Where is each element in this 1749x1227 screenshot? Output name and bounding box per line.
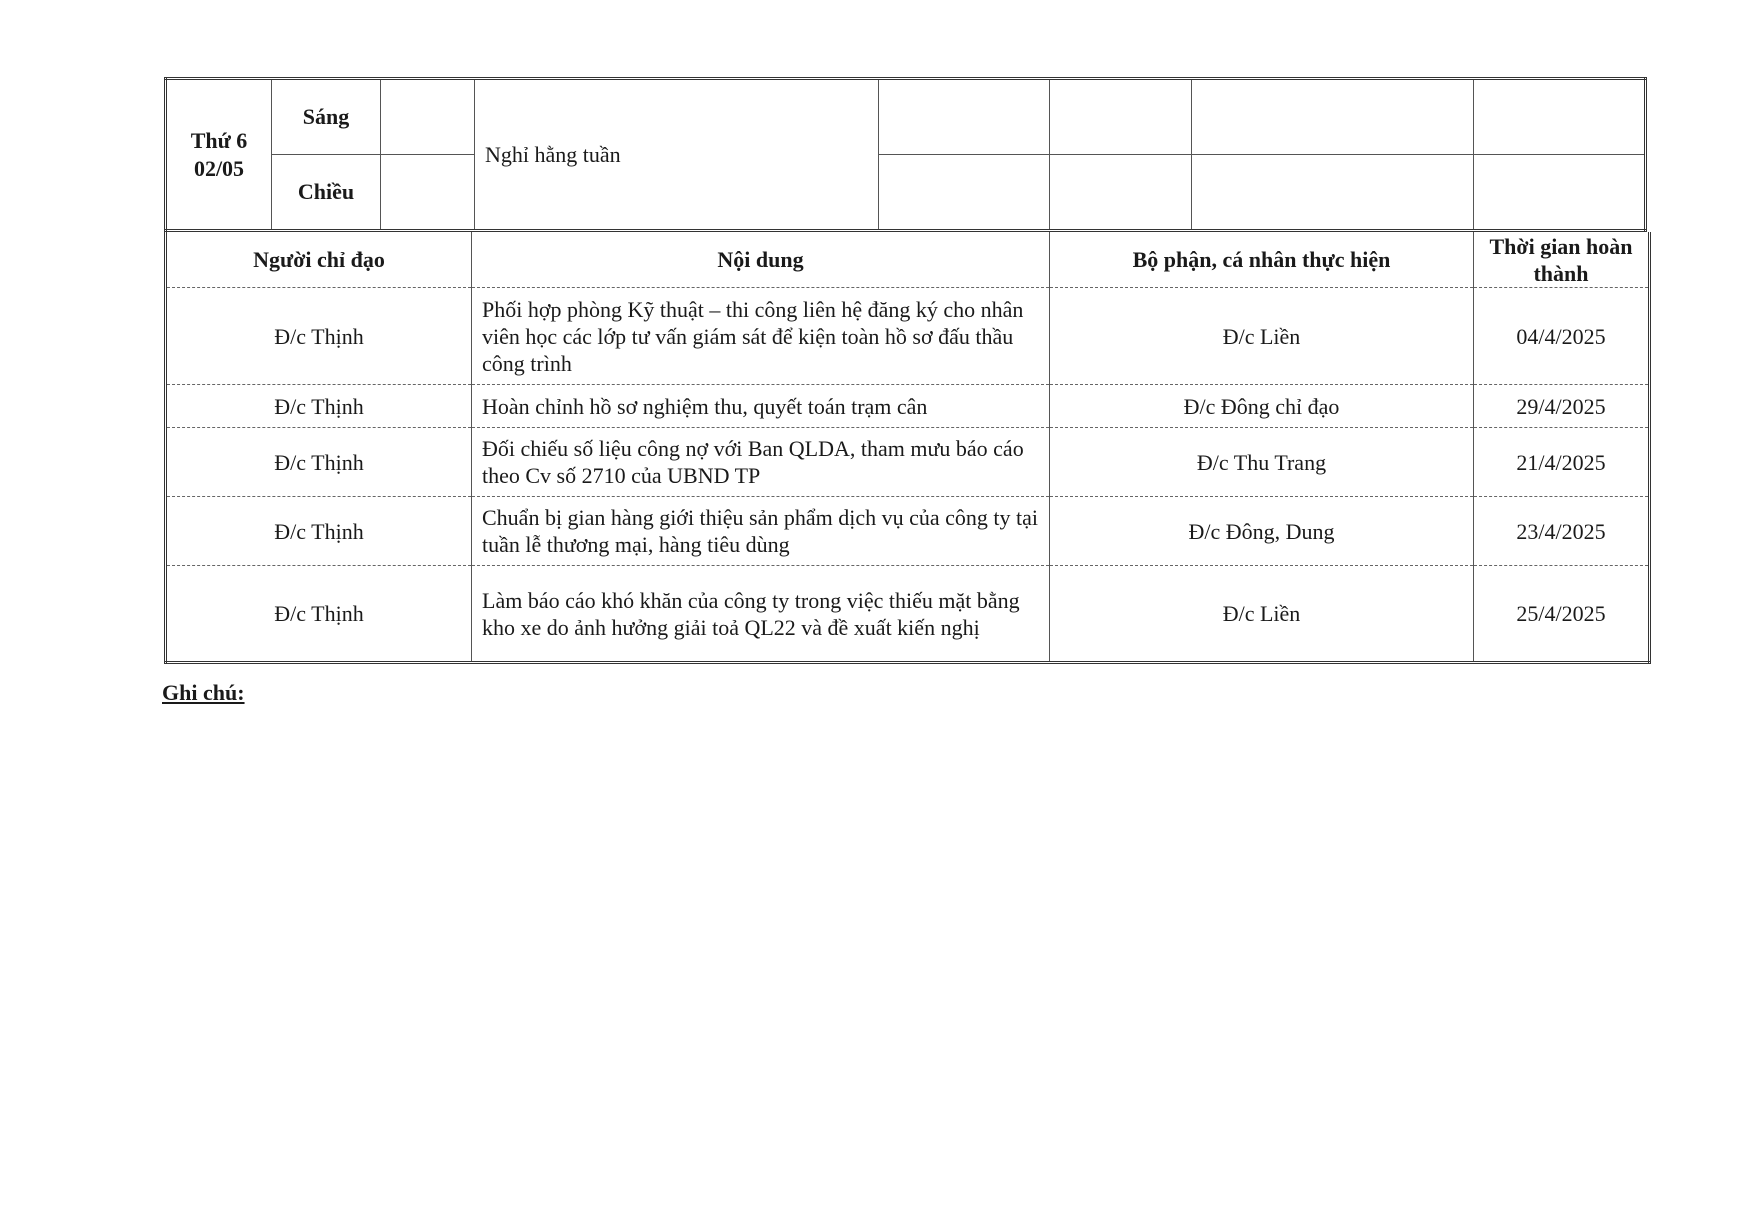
schedule-content: Nghỉ hằng tuần bbox=[475, 79, 879, 231]
deadline-cell: 04/4/2025 bbox=[1474, 288, 1650, 385]
schedule-row-afternoon bbox=[166, 155, 1646, 231]
content-cell: Phối hợp phòng Kỹ thuật – thi công liên hệ đăng ký cho nhân viên học các lớp tư vấn giám sát để kiện toàn hồ sơ đấu thầu công trình bbox=[472, 288, 1050, 385]
note-label: Ghi chú: bbox=[162, 680, 245, 705]
session-morning: Sáng bbox=[272, 79, 381, 155]
empty-cell bbox=[1474, 155, 1646, 231]
empty-cell bbox=[1050, 155, 1192, 231]
director-cell: Đ/c Thịnh bbox=[166, 288, 472, 385]
director-cell: Đ/c Thịnh bbox=[166, 385, 472, 428]
deadline-cell: 25/4/2025 bbox=[1474, 566, 1650, 663]
executor-cell: Đ/c Liền bbox=[1050, 288, 1474, 385]
day-cell bbox=[166, 79, 272, 231]
day-label: Thứ 6 bbox=[190, 127, 248, 153]
deadline-cell: 23/4/2025 bbox=[1474, 497, 1650, 566]
content-cell: Hoàn chỉnh hồ sơ nghiệm thu, quyết toán trạm cân bbox=[472, 385, 1050, 428]
director-cell: Đ/c Thịnh bbox=[166, 566, 472, 663]
empty-cell bbox=[1192, 79, 1474, 155]
header-content: Nội dung bbox=[472, 232, 1050, 288]
weekly-schedule-table bbox=[164, 77, 1647, 232]
empty-cell bbox=[1050, 79, 1192, 155]
empty-cell bbox=[879, 79, 1050, 155]
task-header-row bbox=[166, 232, 1650, 288]
deadline-cell: 21/4/2025 bbox=[1474, 428, 1650, 497]
deadline-cell: 29/4/2025 bbox=[1474, 385, 1650, 428]
content-cell: Chuẩn bị gian hàng giới thiệu sản phẩm dịch vụ của công ty tại tuần lễ thương mại, hàng tiêu dùng bbox=[472, 497, 1050, 566]
executor-cell: Đ/c Đông chỉ đạo bbox=[1050, 385, 1474, 428]
director-cell: Đ/c Thịnh bbox=[166, 428, 472, 497]
executor-cell: Đ/c Liền bbox=[1050, 566, 1474, 663]
executor-cell: Đ/c Đông, Dung bbox=[1050, 497, 1474, 566]
empty-cell bbox=[1474, 79, 1646, 155]
schedule-row-morning bbox=[166, 79, 1646, 155]
content-cell: Đối chiếu số liệu công nợ với Ban QLDA, tham mưu báo cáo theo Cv số 2710 của UBND TP bbox=[472, 428, 1050, 497]
date-label: 02/05 bbox=[193, 155, 245, 181]
header-executor: Bộ phận, cá nhân thực hiện bbox=[1050, 232, 1474, 288]
session-afternoon: Chiều bbox=[272, 155, 381, 231]
header-deadline: Thời gian hoàn thành bbox=[1474, 232, 1650, 288]
executor-cell: Đ/c Thu Trang bbox=[1050, 428, 1474, 497]
header-director: Người chỉ đạo bbox=[166, 232, 472, 288]
table-row bbox=[166, 428, 1650, 497]
task-table bbox=[164, 232, 1651, 664]
table-row bbox=[166, 566, 1650, 663]
table-row bbox=[166, 288, 1650, 385]
empty-cell bbox=[381, 79, 475, 155]
content-cell: Làm báo cáo khó khăn của công ty trong việc thiếu mặt bằng kho xe do ảnh hưởng giải toả QL22 và đề xuất kiến nghị bbox=[472, 566, 1050, 663]
empty-cell bbox=[879, 155, 1050, 231]
empty-cell bbox=[381, 155, 475, 231]
table-row bbox=[166, 385, 1650, 428]
director-cell: Đ/c Thịnh bbox=[166, 497, 472, 566]
table-row bbox=[166, 497, 1650, 566]
empty-cell bbox=[1192, 155, 1474, 231]
